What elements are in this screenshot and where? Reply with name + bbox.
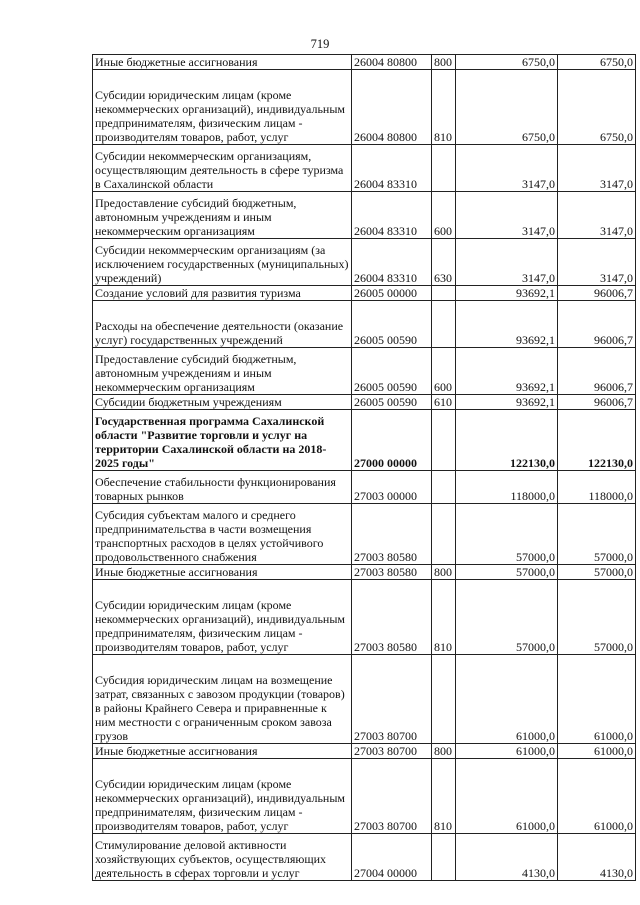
amount-first-year-cell: 61000,0	[456, 655, 558, 744]
amount-second-year-cell: 61000,0	[558, 655, 636, 744]
amount-first-year-cell: 61000,0	[456, 759, 558, 834]
amount-first-year-cell: 3147,0	[456, 239, 558, 286]
expense-type-code-cell	[432, 471, 456, 504]
expense-type-code-cell: 810	[432, 70, 456, 145]
amount-first-year-cell: 3147,0	[456, 192, 558, 239]
amount-first-year-cell: 122130,0	[456, 410, 558, 471]
row-name-cell: Субсидии некоммерческим организациям, осуществляющим деятельность в сфере туризма в Сахалинской области	[93, 145, 352, 192]
expense-type-code-cell: 810	[432, 580, 456, 655]
row-name-cell: Субсидии юридическим лицам (кроме некоммерческих организаций), индивидуальным предпринимателям, физическим лицам - производителям товаров, работ, услуг	[93, 580, 352, 655]
target-article-code-cell: 26004 83310	[352, 145, 432, 192]
expense-type-code-cell	[432, 655, 456, 744]
amount-first-year-cell: 93692,1	[456, 348, 558, 395]
amount-first-year-cell: 57000,0	[456, 565, 558, 580]
amount-second-year-cell: 4130,0	[558, 834, 636, 881]
row-name-cell: Иные бюджетные ассигнования	[93, 565, 352, 580]
table-row	[93, 504, 636, 565]
amount-second-year-cell: 3147,0	[558, 192, 636, 239]
amount-first-year-cell: 118000,0	[456, 471, 558, 504]
expense-type-code-cell: 600	[432, 192, 456, 239]
expense-type-code-cell: 630	[432, 239, 456, 286]
expense-type-code-cell: 610	[432, 395, 456, 410]
table-row	[93, 471, 636, 504]
row-name-cell: Стимулирование деловой активности хозяйствующих субъектов, осуществляющих деятельность в сферах торговли и услуг	[93, 834, 352, 881]
amount-first-year-cell: 61000,0	[456, 744, 558, 759]
table-row	[93, 580, 636, 655]
expense-type-code-cell	[432, 301, 456, 348]
expense-type-code-cell: 600	[432, 348, 456, 395]
amount-first-year-cell: 3147,0	[456, 145, 558, 192]
target-article-code-cell: 26005 00590	[352, 395, 432, 410]
amount-second-year-cell: 6750,0	[558, 55, 636, 70]
row-name-cell: Субсидия субъектам малого и среднего предпринимательства в части возмещения транспортных расходов в целях устойчивого продовольственного снабжения	[93, 504, 352, 565]
table-row	[93, 834, 636, 881]
table-row	[93, 70, 636, 145]
amount-first-year-cell: 93692,1	[456, 286, 558, 301]
row-name-cell: Создание условий для развития туризма	[93, 286, 352, 301]
target-article-code-cell: 26005 00590	[352, 301, 432, 348]
row-name-cell: Субсидии юридическим лицам (кроме некоммерческих организаций), индивидуальным предпринимателям, физическим лицам - производителям товаров, работ, услуг	[93, 759, 352, 834]
table-row	[93, 655, 636, 744]
target-article-code-cell: 26004 80800	[352, 70, 432, 145]
target-article-code-cell: 26004 80800	[352, 55, 432, 70]
amount-second-year-cell: 96006,7	[558, 286, 636, 301]
amount-second-year-cell: 57000,0	[558, 565, 636, 580]
target-article-code-cell: 27003 00000	[352, 471, 432, 504]
target-article-code-cell: 27003 80700	[352, 655, 432, 744]
amount-first-year-cell: 93692,1	[456, 395, 558, 410]
expense-type-code-cell	[432, 145, 456, 192]
target-article-code-cell: 27003 80580	[352, 504, 432, 565]
row-name-cell: Субсидия юридическим лицам на возмещение затрат, связанных с завозом продукции (товаров) в районы Крайнего Севера и приравненные к ним местности с ограниченным сроком завоза грузов	[93, 655, 352, 744]
table-row	[93, 348, 636, 395]
expense-type-code-cell: 800	[432, 55, 456, 70]
table-row	[93, 410, 636, 471]
table-row	[93, 301, 636, 348]
row-name-cell: Субсидии некоммерческим организациям (за исключением государственных (муниципальных) учреждений)	[93, 239, 352, 286]
amount-second-year-cell: 122130,0	[558, 410, 636, 471]
budget-table	[92, 54, 636, 881]
amount-second-year-cell: 61000,0	[558, 759, 636, 834]
table-row	[93, 239, 636, 286]
table-row	[93, 145, 636, 192]
target-article-code-cell: 27000 00000	[352, 410, 432, 471]
target-article-code-cell: 27003 80580	[352, 580, 432, 655]
target-article-code-cell: 26004 83310	[352, 239, 432, 286]
table-row	[93, 192, 636, 239]
amount-second-year-cell: 3147,0	[558, 239, 636, 286]
row-name-cell: Предоставление субсидий бюджетным, автономным учреждениям и иным некоммерческим организациям	[93, 348, 352, 395]
amount-first-year-cell: 57000,0	[456, 580, 558, 655]
row-name-cell: Иные бюджетные ассигнования	[93, 55, 352, 70]
row-name-cell: Расходы на обеспечение деятельности (оказание услуг) государственных учреждений	[93, 301, 352, 348]
row-name-cell: Предоставление субсидий бюджетным, автономным учреждениям и иным некоммерческим организациям	[93, 192, 352, 239]
amount-first-year-cell: 57000,0	[456, 504, 558, 565]
page-number: 719	[310, 37, 330, 51]
table-row	[93, 565, 636, 580]
expense-type-code-cell: 800	[432, 565, 456, 580]
amount-second-year-cell: 96006,7	[558, 395, 636, 410]
target-article-code-cell: 26005 00590	[352, 348, 432, 395]
target-article-code-cell: 26004 83310	[352, 192, 432, 239]
amount-first-year-cell: 6750,0	[456, 55, 558, 70]
table-row	[93, 744, 636, 759]
target-article-code-cell: 27003 80700	[352, 759, 432, 834]
row-name-cell: Иные бюджетные ассигнования	[93, 744, 352, 759]
expense-type-code-cell: 800	[432, 744, 456, 759]
table-row	[93, 286, 636, 301]
row-name-cell: Субсидии бюджетным учреждениям	[93, 395, 352, 410]
amount-first-year-cell: 4130,0	[456, 834, 558, 881]
amount-first-year-cell: 6750,0	[456, 70, 558, 145]
amount-second-year-cell: 96006,7	[558, 301, 636, 348]
expense-type-code-cell	[432, 834, 456, 881]
target-article-code-cell: 27004 00000	[352, 834, 432, 881]
table-row	[93, 759, 636, 834]
amount-second-year-cell: 3147,0	[558, 145, 636, 192]
row-name-cell: Государственная программа Сахалинской области "Развитие торговли и услуг на территории Сахалинской области на 2018-2025 годы"	[93, 410, 352, 471]
amount-second-year-cell: 57000,0	[558, 504, 636, 565]
row-name-cell: Обеспечение стабильности функционирования товарных рынков	[93, 471, 352, 504]
amount-second-year-cell: 6750,0	[558, 70, 636, 145]
amount-second-year-cell: 96006,7	[558, 348, 636, 395]
row-name-cell: Субсидии юридическим лицам (кроме некоммерческих организаций), индивидуальным предпринимателям, физическим лицам - производителям товаров, работ, услуг	[93, 70, 352, 145]
target-article-code-cell: 26005 00000	[352, 286, 432, 301]
amount-second-year-cell: 57000,0	[558, 580, 636, 655]
amount-second-year-cell: 61000,0	[558, 744, 636, 759]
table-row	[93, 395, 636, 410]
expense-type-code-cell	[432, 410, 456, 471]
expense-type-code-cell: 810	[432, 759, 456, 834]
expense-type-code-cell	[432, 504, 456, 565]
target-article-code-cell: 27003 80580	[352, 565, 432, 580]
amount-first-year-cell: 93692,1	[456, 301, 558, 348]
table-row	[93, 55, 636, 70]
amount-second-year-cell: 118000,0	[558, 471, 636, 504]
target-article-code-cell: 27003 80700	[352, 744, 432, 759]
expense-type-code-cell	[432, 286, 456, 301]
